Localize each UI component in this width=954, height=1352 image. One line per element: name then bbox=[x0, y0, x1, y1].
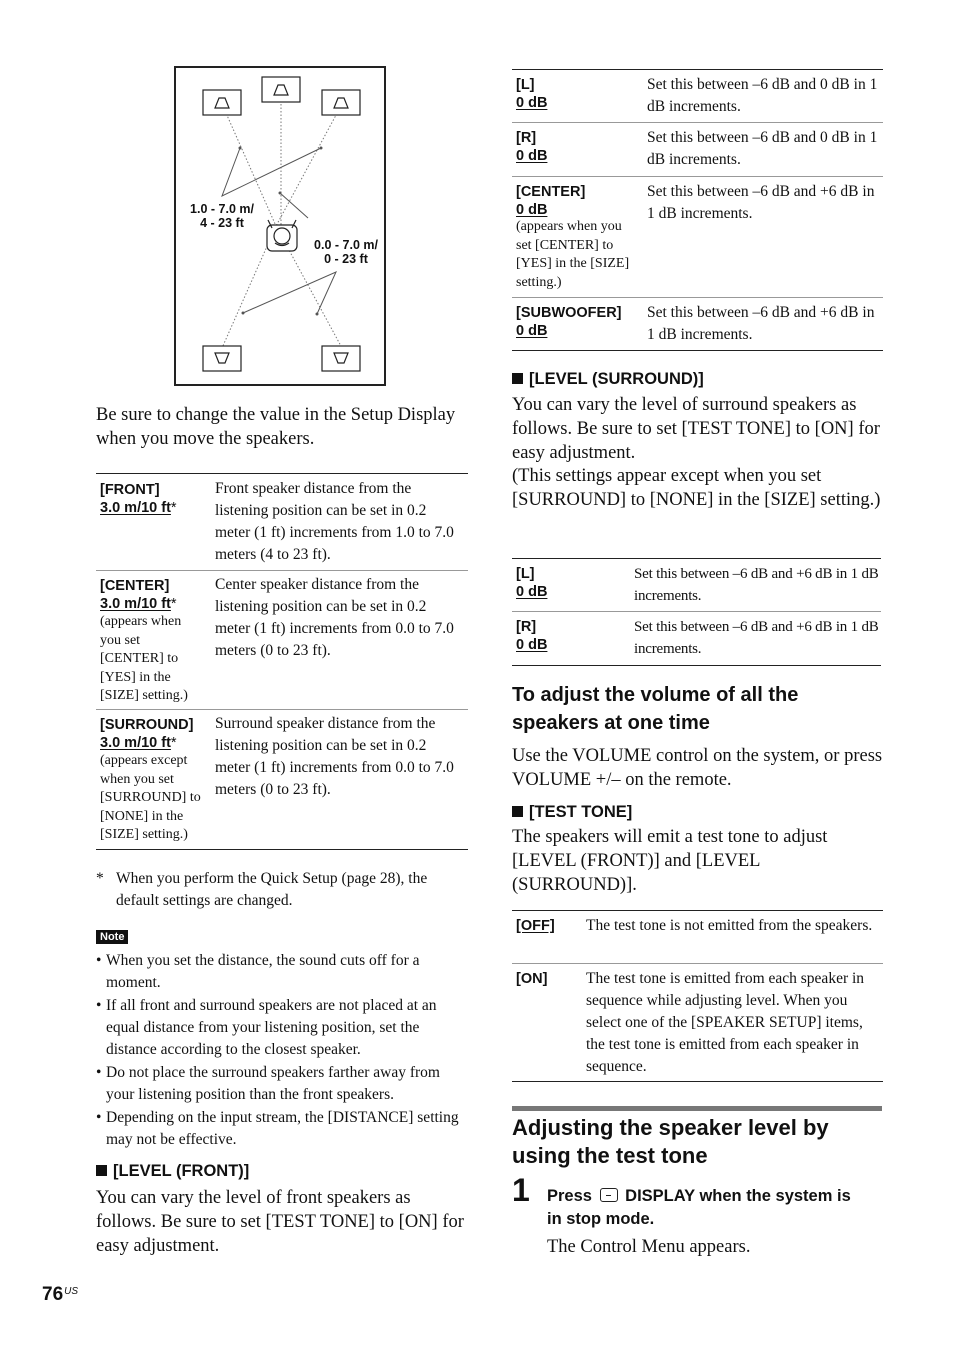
section-top-bar bbox=[512, 1106, 882, 1111]
level-front-row-subwoofer bbox=[512, 302, 883, 350]
center-range-metric: 0.0 - 7.0 m/ bbox=[314, 238, 378, 252]
test-tone-row-on bbox=[512, 968, 883, 1080]
adjust-all-heading bbox=[512, 681, 798, 737]
footnote bbox=[96, 868, 468, 912]
front-range-imperial: 4 - 23 ft bbox=[200, 216, 244, 230]
level-front-heading bbox=[96, 1162, 249, 1181]
note-text: Depending on the input stream, the [DISTANCE] setting may not be effective. bbox=[106, 1109, 459, 1148]
note-item: • Depending on the input stream, the [DISTANCE] setting may not be effective. bbox=[96, 1109, 459, 1148]
surround-left-speaker-icon bbox=[203, 346, 241, 371]
level-surround-note: (This settings appear except when you set [SURROUND] to [NONE] in the [SIZE] setting.) bbox=[512, 466, 881, 510]
front-l-desc: Set this between –6 dB and 0 dB in 1 dB increments. bbox=[647, 76, 878, 115]
note-text: Do not place the surround speakers farther away from your listening position than the front speakers. bbox=[106, 1064, 440, 1103]
square-bullet-icon bbox=[96, 1165, 107, 1176]
note-badge bbox=[96, 927, 128, 945]
test-tone-off-desc: The test tone is not emitted from the speakers. bbox=[586, 917, 873, 934]
center-range-imperial: 0 - 23 ft bbox=[324, 252, 368, 266]
adjust-all-heading-line2: speakers at one time bbox=[512, 712, 710, 734]
surround-l-desc: Set this between –6 dB and +6 dB in 1 dB increments. bbox=[634, 566, 879, 604]
step-line2: in stop mode. bbox=[547, 1210, 655, 1228]
step-instruction bbox=[547, 1185, 887, 1231]
level-surround-table-bottom-rule bbox=[512, 665, 881, 666]
notes-list bbox=[96, 950, 468, 1151]
front-distance-label bbox=[182, 202, 262, 230]
center-distance-default: 3.0 m/10 ft bbox=[100, 596, 171, 612]
surround-distance-default: 3.0 m/10 ft bbox=[100, 735, 171, 751]
front-r-desc: Set this between –6 dB and 0 dB in 1 dB increments. bbox=[647, 129, 878, 168]
front-center-default: 0 dB bbox=[516, 202, 548, 218]
surround-distance-star: * bbox=[170, 735, 177, 751]
surround-l-name: [L] bbox=[516, 566, 535, 582]
surround-distance-name: [SURROUND] bbox=[100, 717, 194, 733]
note-item: • Do not place the surround speakers farther away from your listening position than the front speakers. bbox=[96, 1064, 440, 1103]
subwoofer-default: 0 dB bbox=[516, 323, 548, 339]
front-distance-name: [FRONT] bbox=[100, 482, 160, 498]
surround-r-name: [R] bbox=[516, 619, 537, 635]
step-rest-text: DISPLAY when the system is bbox=[625, 1187, 851, 1205]
note-item: • When you set the distance, the sound cuts off for a moment. bbox=[96, 952, 420, 991]
level-surround-table-top-rule bbox=[512, 558, 881, 559]
center-distance-name: [CENTER] bbox=[100, 578, 170, 594]
adjust-all-text: Use the VOLUME control on the system, or press VOLUME +/– on the remote. bbox=[512, 746, 883, 790]
level-front-heading-text: [LEVEL (FRONT)] bbox=[113, 1162, 250, 1180]
center-distance-label bbox=[306, 238, 386, 266]
listener-icon bbox=[267, 220, 297, 251]
surround-right-speaker-icon bbox=[322, 346, 360, 371]
test-tone-text: The speakers will emit a test tone to adjust [LEVEL (FRONT)] and [LEVEL (SURROUND)]. bbox=[512, 827, 828, 895]
surround-r-default: 0 dB bbox=[516, 637, 548, 653]
note-label: Note bbox=[96, 930, 128, 944]
distance-row-center bbox=[96, 574, 468, 708]
speaker-diagram bbox=[174, 66, 386, 386]
level-surround-row-l bbox=[512, 563, 881, 611]
test-tone-on-desc: The test tone is emitted from each speaker in sequence while adjusting level. When you select one of the [SPEAKER SETUP] items, the test tone is emitted from each speaker in sequence. bbox=[586, 970, 865, 1075]
front-distance-desc: Front speaker distance from the listening position can be set in 0.2 meter (1 ft) increments from 1.0 to 7.0 meters (4 to 23 ft). bbox=[215, 480, 454, 563]
test-tone-heading bbox=[512, 803, 632, 822]
front-center-name: [CENTER] bbox=[516, 184, 586, 200]
front-left-speaker-icon bbox=[203, 90, 241, 115]
square-bullet-icon bbox=[512, 373, 523, 384]
test-tone-off-name: [OFF] bbox=[516, 918, 555, 934]
front-distance-star: * bbox=[170, 500, 177, 516]
subwoofer-desc: Set this between –6 dB and +6 dB in 1 dB increments. bbox=[647, 304, 875, 343]
surround-distance-note: (appears except when you set [SURROUND] to [NONE] in the [SIZE] setting.) bbox=[100, 753, 201, 842]
level-surround-text: You can vary the level of surround speakers as follows. Be sure to set [TEST TONE] to [ON] for easy adjustment. bbox=[512, 395, 880, 463]
front-right-speaker-icon bbox=[322, 90, 360, 115]
level-front-row-center bbox=[512, 181, 883, 296]
level-front-row-r bbox=[512, 127, 883, 175]
center-distance-desc: Center speaker distance from the listening position can be set in 0.2 meter (1 ft) increments from 0.0 to 7.0 meters (0 to 23 ft). bbox=[215, 576, 454, 659]
adjust-all-heading-line1: To adjust the volume of all the bbox=[512, 684, 799, 706]
footnote-mark: * bbox=[96, 870, 104, 887]
distance-table-bottom-rule bbox=[96, 849, 468, 850]
intro-text: Be sure to change the value in the Setup Display when you move the speakers. bbox=[96, 405, 456, 449]
level-front-text: You can vary the level of front speakers as follows. Be sure to set [TEST TONE] to [ON] for easy adjustment. bbox=[96, 1188, 464, 1256]
front-r-name: [R] bbox=[516, 130, 537, 146]
level-surround-row-r bbox=[512, 616, 881, 664]
step-result: The Control Menu appears. bbox=[547, 1237, 751, 1257]
front-range-metric: 1.0 - 7.0 m/ bbox=[190, 202, 254, 216]
front-distance-default: 3.0 m/10 ft bbox=[100, 500, 171, 516]
level-front-table-bottom-rule bbox=[512, 350, 883, 351]
distance-table-top-rule bbox=[96, 473, 468, 474]
test-tone-row-off bbox=[512, 915, 883, 963]
page-number-value: 76 bbox=[42, 1284, 64, 1305]
front-l-default: 0 dB bbox=[516, 95, 548, 111]
step-press-text: Press bbox=[547, 1187, 592, 1205]
page-number bbox=[42, 1284, 78, 1306]
note-item: • If all front and surround speakers are not placed at an equal distance from your listening position, set the distance according to the closest speaker. bbox=[96, 997, 437, 1058]
display-button-icon bbox=[600, 1188, 618, 1202]
front-center-note: (appears when you set [CENTER] to [YES] in the [SIZE] setting.) bbox=[516, 219, 630, 290]
square-bullet-icon bbox=[512, 806, 523, 817]
front-l-name: [L] bbox=[516, 77, 535, 93]
note-text: If all front and surround speakers are not placed at an equal distance from your listening position, set the distance according to the closest speaker. bbox=[106, 997, 437, 1058]
distance-row-surround bbox=[96, 713, 468, 847]
test-tone-on-name: [ON] bbox=[516, 971, 548, 987]
footnote-text: When you perform the Quick Setup (page 28), the default settings are changed. bbox=[116, 870, 428, 909]
test-tone-heading-text: [TEST TONE] bbox=[529, 803, 633, 821]
step-number: 1 bbox=[512, 1172, 530, 1208]
level-front-row-l bbox=[512, 74, 883, 122]
front-center-desc: Set this between –6 dB and +6 dB in 1 dB increments. bbox=[647, 183, 875, 222]
section-title-line1: Adjusting the speaker level by bbox=[512, 1115, 829, 1140]
surround-distance-desc: Surround speaker distance from the listening position can be set in 0.2 meter (1 ft) increments from 0.0 to 7.0 meters (0 to 23 ft). bbox=[215, 715, 454, 798]
section-title bbox=[512, 1114, 829, 1170]
section-title-line2: using the test tone bbox=[512, 1143, 708, 1168]
distance-row-front bbox=[96, 478, 468, 570]
surround-r-desc: Set this between –6 dB and +6 dB in 1 dB increments. bbox=[634, 619, 879, 657]
surround-l-default: 0 dB bbox=[516, 584, 548, 600]
front-r-default: 0 dB bbox=[516, 148, 548, 164]
center-distance-note: (appears when you set [CENTER] to [YES] in the [SIZE] setting.) bbox=[100, 614, 188, 703]
test-tone-table-top-rule bbox=[512, 910, 883, 911]
test-tone-table-bottom-rule bbox=[512, 1081, 883, 1082]
subwoofer-name: [SUBWOOFER] bbox=[516, 305, 622, 321]
note-text: When you set the distance, the sound cuts off for a moment. bbox=[106, 952, 420, 991]
page-number-suffix: US bbox=[64, 1286, 79, 1297]
level-surround-heading-text: [LEVEL (SURROUND)] bbox=[529, 370, 704, 388]
level-surround-heading bbox=[512, 370, 704, 389]
center-speaker-icon bbox=[262, 77, 300, 102]
level-front-table-top-rule bbox=[512, 69, 883, 70]
center-distance-star: * bbox=[170, 596, 177, 612]
